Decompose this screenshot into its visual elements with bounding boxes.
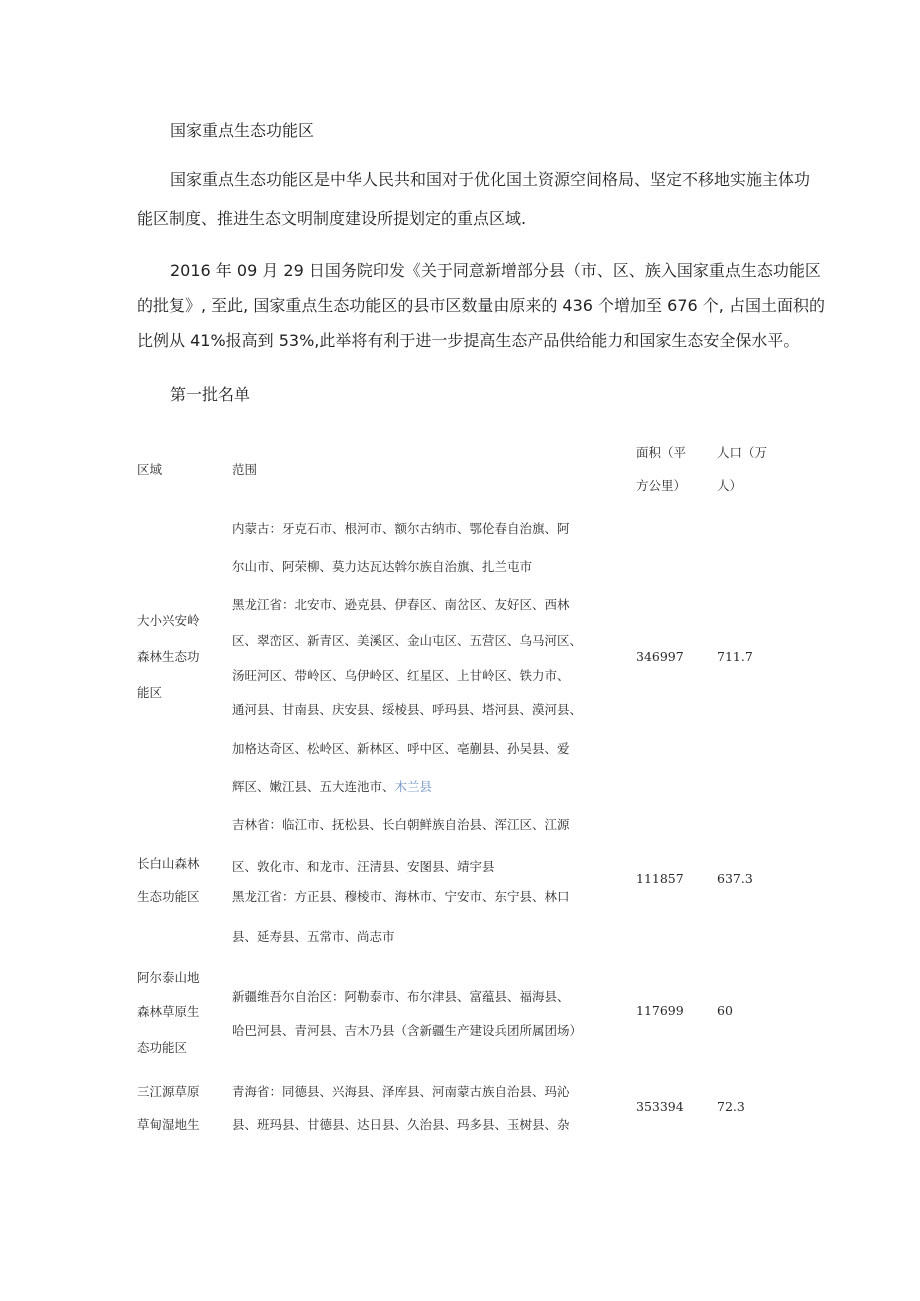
- row-scope-line: 区、翠峦区、新青区、美溪区、金山屯区、五营区、乌马河区、: [232, 633, 583, 648]
- row-region-line: 三江源草原: [137, 1084, 200, 1099]
- header-pop-line-2: 人）: [717, 478, 743, 493]
- row-scope-line: 通河县、甘南县、庆安县、绥棱县、呼玛县、塔河县、漠河县、: [232, 702, 583, 717]
- row-scope-line: 新疆维吾尔自治区：阿勒泰市、布尔津县、富蕴县、福海县、: [232, 989, 570, 1004]
- row-population: 637.3: [717, 871, 753, 886]
- row-scope-line: 辉区、嫩江县、五大连池市、: [232, 779, 395, 794]
- row-population: 711.7: [717, 649, 753, 664]
- row-population: 60: [717, 1003, 733, 1018]
- row-scope-line: 哈巴河县、青河县、吉木乃县（含新疆生产建设兵团所属团场）: [232, 1023, 583, 1038]
- row-region-line: 能区: [137, 685, 163, 700]
- row-scope-line: 汤旺河区、带岭区、乌伊岭区、红星区、上甘岭区、铁力市、: [232, 668, 570, 683]
- header-region: 区域: [137, 462, 163, 477]
- row-region-line: 态功能区: [137, 1040, 188, 1055]
- intro-line-1: 国家重点生态功能区是中华人民共和国对于优化国土资源空间格局、坚定不移地实施主体功: [170, 170, 811, 189]
- row-scope-line: 吉林省：临江市、抚松县、长白朝鲜族自治县、浑江区、江源: [232, 817, 570, 832]
- row-area: 111857: [636, 871, 684, 886]
- row-scope-line: 加格达奇区、松岭区、新林区、呼中区、亳蒯县、孙吴县、爱: [232, 741, 570, 756]
- header-pop-line-1: 人口（万: [717, 445, 768, 460]
- header-scope: 范围: [232, 462, 258, 477]
- row-area: 346997: [636, 649, 684, 664]
- header-area-line-2: 方公里）: [636, 478, 687, 493]
- row-scope-line: 青海省：同德县、兴海县、泽库县、河南蒙古族自治县、玛沁: [232, 1084, 570, 1099]
- row-region-line: 大小兴安岭: [137, 613, 200, 628]
- row-scope-line: 内蒙古：牙克石市、根河市、额尔古纳市、鄂伦春自治旗、阿: [232, 521, 570, 536]
- row-region-line: 长白山森林: [137, 856, 200, 871]
- row-scope-last-line: [232, 777, 432, 795]
- news-line-2: 的批复》, 至此, 国家重点生态功能区的县市区数量由原来的 436 个增加至 676 个, 占国土面积的: [137, 296, 825, 315]
- header-area-line-1: 面积（平: [636, 445, 687, 460]
- doc-title: 国家重点生态功能区: [170, 121, 315, 140]
- row-region-line: 森林草原生: [137, 1004, 200, 1019]
- intro-line-2: 能区制度、推进生态文明制度建设所提划定的重点区域.: [137, 209, 527, 228]
- row-scope-line: 县、延寿县、五常市、尚志市: [232, 929, 395, 944]
- row-area: 353394: [636, 1099, 684, 1114]
- row-scope-line: 县、班玛县、甘德县、达日县、久治县、玛多县、玉树县、杂: [232, 1117, 570, 1132]
- news-line-1: 2016 年 09 月 29 日国务院印发《关于同意新增部分县（市、区、族入国家重点生态功能区: [170, 261, 821, 280]
- row-population: 72.3: [717, 1099, 745, 1114]
- row-region-line: 草甸湿地生: [137, 1117, 200, 1132]
- row-region-line: 阿尔泰山地: [137, 970, 200, 985]
- county-link[interactable]: 木兰县: [394, 779, 433, 794]
- list-heading: 第一批名单: [170, 385, 251, 404]
- row-scope-line: 尔山市、阿荣柳、莫力达瓦达斡尔族自治旗、扎兰屯市: [232, 559, 533, 574]
- row-area: 117699: [636, 1003, 684, 1018]
- row-region-line: 森林生态功: [137, 649, 200, 664]
- news-line-3: 比例从 41%报高到 53%,此举将有利于进一步提高生态产品供给能力和国家生态安全保水平。: [137, 331, 800, 350]
- row-region-line: 生态功能区: [137, 889, 200, 904]
- row-scope-line: 黑龙江省：北安市、逊克县、伊春区、南岔区、友好区、西林: [232, 597, 570, 612]
- row-scope-line: 区、敦化市、和龙市、汪清县、安图县、靖宇县: [232, 859, 495, 874]
- row-scope-line: 黑龙江省：方正县、穆棱市、海林市、宁安市、东宁县、林口: [232, 889, 570, 904]
